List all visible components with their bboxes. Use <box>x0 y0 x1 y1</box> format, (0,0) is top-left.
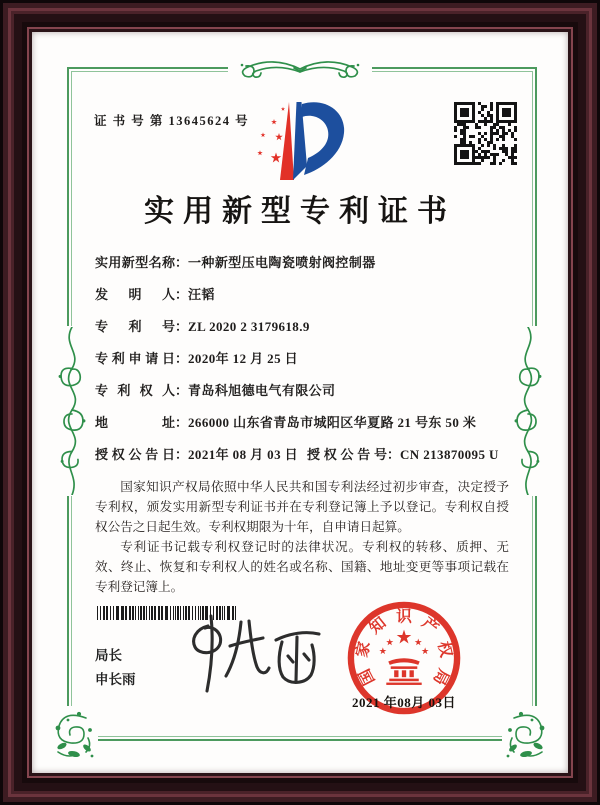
colon: ： <box>175 351 189 366</box>
field-value: 汪韬 <box>188 287 215 302</box>
legal-text <box>95 477 509 597</box>
bottom-left-rose-ornament <box>50 706 98 762</box>
svg-text:国: 国 <box>356 665 379 688</box>
svg-text:家: 家 <box>353 640 374 659</box>
legal-paragraph-2: 专利证书记载专利权登记时的法律状况。专利权的转移、质押、无效、终止、恢复和专利权人的姓名或名称、国籍、地址变更等事项记载在专利登记簿上。 <box>95 540 509 594</box>
flourish-icon <box>230 56 370 82</box>
top-flourish-ornament <box>228 55 372 83</box>
colon: ： <box>175 287 189 302</box>
right-vine-ornament <box>506 326 550 496</box>
director-signature <box>178 612 328 697</box>
cnipa-logo <box>252 96 352 186</box>
field-value: 一种新型压电陶瓷喷射阀控制器 <box>188 255 376 270</box>
grant-number-pair <box>307 444 499 463</box>
vine-icon <box>508 327 548 495</box>
certificate-title: 实用新型专利证书 <box>144 195 456 228</box>
rose-icon <box>504 708 548 760</box>
colon: ： <box>175 415 189 430</box>
svg-text:知: 知 <box>366 614 390 638</box>
rose-icon <box>52 708 96 760</box>
field-row-name <box>95 252 509 270</box>
field-value: ZL 2020 2 3179618.9 <box>188 319 310 334</box>
svg-text:识: 识 <box>396 608 412 626</box>
bottom-right-rose-ornament <box>502 706 550 762</box>
field-label: 专利权人 <box>95 383 175 398</box>
field-value: 青岛科旭德电气有限公司 <box>188 383 336 398</box>
qr-code <box>454 102 517 165</box>
colon: ： <box>175 447 189 462</box>
field-label: 发明人 <box>95 287 175 302</box>
field-row-patentee <box>95 380 509 398</box>
certificate-number: 证 书 号 第 13645624 号 <box>94 114 250 128</box>
colon: ： <box>175 255 189 270</box>
left-vine-ornament <box>50 326 94 496</box>
svg-text:权: 权 <box>434 640 455 659</box>
legal-paragraph-1: 国家知识产权局依照中华人民共和国专利法经过初步审查，决定授予专利权，颁发实用新型专利证书并在专利登记簿上予以登记。专利权自授权公告之日起生效。专利权期限为十年，自申请日起算。 <box>95 480 509 534</box>
director-name: 申长雨 <box>95 672 136 687</box>
field-row-grant <box>95 444 509 462</box>
vine-icon <box>52 327 92 495</box>
director-block <box>95 644 136 692</box>
colon: ： <box>175 319 189 334</box>
cnipa-logo-icon <box>252 96 352 186</box>
field-label: 实用新型名称 <box>95 255 175 270</box>
colon: ： <box>387 447 401 462</box>
signature-icon <box>178 612 328 697</box>
field-value: CN 213870095 U <box>400 447 499 462</box>
field-label: 授权公告号 <box>307 447 387 462</box>
field-label: 专利申请日 <box>95 351 175 366</box>
svg-text:局: 局 <box>429 665 452 688</box>
svg-text:产: 产 <box>418 614 442 638</box>
field-value: 2021年 08 月 03 日 <box>188 447 299 462</box>
field-row-patent-no <box>95 316 509 334</box>
field-value: 2020年 12 月 25 日 <box>188 351 299 366</box>
colon: ： <box>175 383 189 398</box>
field-label: 地址 <box>95 415 175 430</box>
qr-code-icon <box>454 102 517 165</box>
field-value: 266000 山东省青岛市城阳区华夏路 21 号东 50 米 <box>188 415 477 430</box>
field-label: 专利号 <box>95 319 175 334</box>
field-row-inventor <box>95 284 509 302</box>
field-label: 授权公告日 <box>95 447 175 462</box>
seal-date: 2021 年08月 03日 <box>351 695 456 710</box>
director-title: 局长 <box>95 648 122 663</box>
field-list <box>95 252 509 476</box>
field-row-filing-date <box>95 348 509 366</box>
field-row-address <box>95 412 509 430</box>
